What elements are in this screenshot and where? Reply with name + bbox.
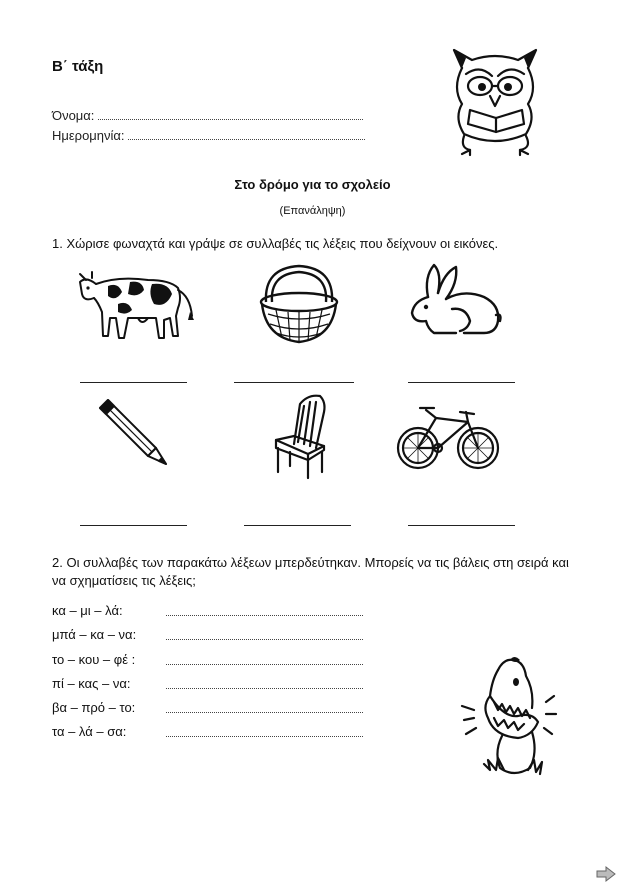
- bicycle-icon: [396, 404, 500, 476]
- word-answer-line[interactable]: [166, 726, 363, 737]
- owl-icon: [440, 44, 550, 156]
- word-item: βα – πρό – το:: [52, 700, 136, 715]
- laughing-chick-icon: [454, 656, 558, 786]
- grade-label: Β΄ τάξη: [52, 58, 104, 75]
- word-item: πί – κας – να:: [52, 676, 131, 691]
- word-item: το – κου – φέ :: [52, 652, 136, 667]
- word-answer-line[interactable]: [166, 629, 363, 640]
- name-dotted-line: [98, 108, 363, 120]
- pencil-icon: [96, 398, 170, 468]
- answer-line-cow[interactable]: [80, 382, 187, 383]
- answer-line-pencil[interactable]: [80, 525, 187, 526]
- answer-line-basket[interactable]: [234, 382, 354, 383]
- word-item: τα – λά – σα:: [52, 724, 127, 739]
- page-title: Στο δρόμο για το σχολείο: [234, 177, 391, 192]
- page-subtitle: (Επανάληψη): [279, 205, 346, 217]
- name-label: Όνομα:: [52, 108, 95, 123]
- chair-icon: [268, 392, 332, 480]
- word-answer-line[interactable]: [166, 678, 363, 689]
- answer-line-rabbit[interactable]: [408, 382, 515, 383]
- date-dotted-line: [128, 128, 365, 140]
- basket-icon: [256, 262, 342, 348]
- rabbit-icon: [404, 263, 504, 339]
- word-item: μπά – κα – να:: [52, 627, 137, 642]
- exercise1-instruction: 1. Χώρισε φωναχτά και γράψε σε συλλαβές τις λέξεις που δείχνουν οι εικόνες.: [52, 236, 499, 251]
- word-answer-line[interactable]: [166, 605, 363, 616]
- name-field: [52, 108, 363, 123]
- word-answer-line[interactable]: [166, 654, 363, 665]
- word-answer-line[interactable]: [166, 702, 363, 713]
- date-label: Ημερομηνία:: [52, 128, 125, 143]
- answer-line-chair[interactable]: [244, 525, 351, 526]
- word-item: κα – μι – λά:: [52, 603, 123, 618]
- next-arrow-icon[interactable]: [596, 866, 616, 882]
- cow-icon: [78, 268, 198, 344]
- answer-line-bicycle[interactable]: [408, 525, 515, 526]
- exercise2-instruction: 2. Οι συλλαβές των παρακάτω λέξεων μπερδεύτηκαν. Μπορείς να τις βάλεις στη σειρά και να σχηματίσεις τις λέξεις;: [52, 555, 569, 588]
- date-field: [52, 128, 365, 143]
